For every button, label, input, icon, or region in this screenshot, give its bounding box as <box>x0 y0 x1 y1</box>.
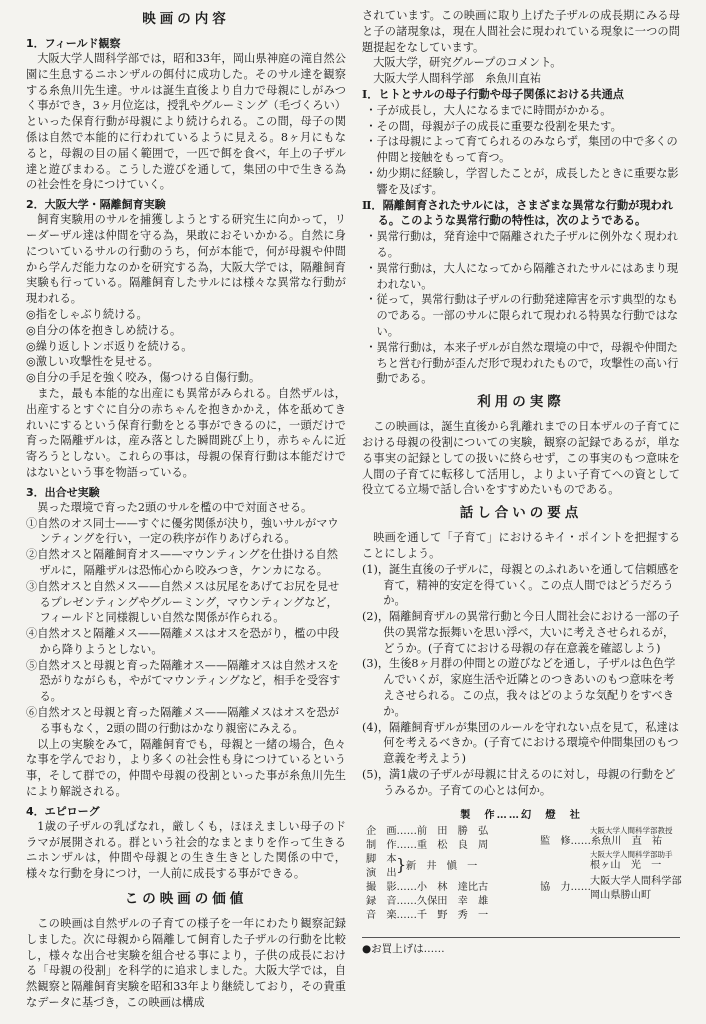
list-item: ・異常行動は，発育途中で隔離された子ザルに例外なく現われる。 <box>365 230 679 259</box>
list-item: (5)，満1歳の子ザルが母親に甘えるのに対し，母親の行動をどうみるか。子育ての心とは何か。 <box>362 768 676 797</box>
cooperation-org-1: 大阪大学人間科学部 <box>590 875 682 887</box>
list-item: ・その間，母親が子の成長に重要な役割を果たす。 <box>365 119 622 133</box>
music-credit: 音 楽……千 野 秀 一 <box>366 909 489 921</box>
credits-block <box>362 809 680 931</box>
list-item: ⑤自然オスと母親と育った隔離オス——隔離オスは自然オスを恐がりながらも，やがてマウンティングなど，相手を受容する。 <box>26 658 341 704</box>
list-item: ①自然のオス同士——すぐに優劣関係が決り，強いサルがマウンティングを行い，一定の秩序が作りあげられる。 <box>26 516 339 546</box>
producer-credit: 制 作……重 松 良 周 <box>366 839 489 851</box>
list-item: ・子は母親によって育てられるのみならず，集団の中で多くの仲間と接触をもって育つ。 <box>365 135 678 165</box>
meeting-experiment-list <box>26 516 346 737</box>
abnormal-traits-list <box>362 229 680 387</box>
continued-text: されています。この映画に取り上げた子ザルの成長期にみる母と子の諸現象は，現在人間社会に現われている現象に一つの問題提起をなしています。 <box>362 9 680 54</box>
section-epilogue-text: 1歳の子ザルの乳ばなれ，厳しくも，ほほえましい母子のドラマが展開される。群という社会的なまとまりを作って生きるニホンザルは，仲間や母親との生き生きとした関係の中で，様々な行動を身につけ，一人前に成長する事ができる。 <box>26 819 346 881</box>
sound-credit: 録 音……久保田 幸 雄 <box>366 895 489 907</box>
content-title: 映画の内容 <box>142 11 230 27</box>
usage-text: この映画は，誕生直後から乳離れまでの日本ザルの子育てにおける母親の役割についての実験，観察の記録であるが，単なる事実の記録としての扱いに終らせず，この事実のもつ意味を人間の子育てに転移して活用し，よりよい子育てへの資として役立てる立場で話し合いをすすめたいものである。 <box>362 420 680 497</box>
assoc-credit: 根ヶ山 光 一 <box>590 859 662 871</box>
usage-title: 利用の実際 <box>477 394 565 411</box>
list-item: (3)，生後8ヶ月群の仲間との遊びなどを通し，子ザルは色色学んでいくが，家庭生活や近隣とのつきあいのもつ意味を考えさせられる。この点，我々はどのような気配りをすべきか。 <box>362 657 676 718</box>
list-item: ・従って，異常行動は子ザルの行動発達障害を示す典型的なものである。一部のサルに限られて現われる特異な行動ではない。 <box>365 293 679 338</box>
list-item: ◎激しい攻撃性を見せる。 <box>26 355 159 369</box>
value-text: この映画は自然ザルの子育ての様子を一年にわたり観察記録しました。次に母親から隔離して飼育した子ザルの行動を比較し，様々な出合せ実験を組合せる事により，子供の成長における「母親の役割」を科学的に追求しました。大阪大学では，自然観察と隔離飼育実験を昭和33年より継続しており，その貴重なデータに基づき，この映画は構成 <box>26 917 346 1010</box>
section-meeting-text: 以上の実験をみて，隔離飼育でも，母親と一緒の場合，色々な事を学んでおり，より多くの社会性も身につけているという事，そして群での，仲間や母親の役割といった事が糸魚川先生により解説される。 <box>26 737 346 799</box>
section-field-text: 大阪大学人間科学部では，昭和33年，岡山県神庭の滝自然公園に生息するニホンザルの餌付に成功した。そのサル達を観察する糸魚川先生達。サルは誕生直後より自力で母親にしがみつく事ができ，3ヶ月位迄は，授乳やグルーミング（毛づくろい）といった保育行動が母親により続けられる。この間，母子の関係は自然で本能的に行われているように見える。8ヶ月にもなると，母親の目の届く範囲で，一匹で餌を食べ，年上の子ザル達と遊びまわる。こうした遊びを通して，集団の中で生きる為の社会性を身につけていく。 <box>26 52 346 192</box>
assoc-affiliation: 大阪大学人間科学部助手 <box>590 849 673 859</box>
director-label: 演 出 <box>366 867 397 879</box>
common-points-heading: Ⅰ．ヒトとサルの母子行動や母子関係における共通点 <box>362 86 624 101</box>
left-column <box>26 8 346 1011</box>
abnormal-traits-heading: Ⅱ．隔離飼育されたサルには，さまざまな異常な行動が現われる。このような異常行動の特性は，次のようである。 <box>362 197 673 228</box>
abnormal-behavior-list <box>26 307 346 386</box>
section-isolation-text-2: また，最も本能的な出産にも異常がみられる。自然ザルは，出産するとすぐに自分の赤ちゃんを抱きかかえ，体を舐めてきれいにするという保育行動をとる事ができるのに，一頭だけで育った隔離ザルは，産み落とした瞬間跳び上り，赤ちゃんに近寄ろうとしない。これらの事は，母親の保育行動は本能だけではないという事を物語っている。 <box>26 386 346 479</box>
supervisor-affiliation: 大阪大学人間科学部教授 <box>590 825 673 835</box>
section-isolation-text: 飼育実験用のサルを捕獲しようとする研究生に向かって，リーダーザル達は仲間を守る為，果敢におそいかかる。自然に身についているサルの行動のうち，何が本能で，何が母親や仲間から学んだ能力なのかを研究する為，大阪大学では，隔離飼育実験も行っている。隔離飼育したサルには様々な異常な行動が現われる。 <box>26 213 346 306</box>
value-title: この映画の価値 <box>124 891 248 908</box>
comment-intro: 大阪大学，研究グループのコメント。 <box>373 56 562 70</box>
script-director-credit: 新 井 愼 一 <box>406 860 478 872</box>
supervisor-credit: 監 修……糸魚川 直 祐 <box>540 835 663 847</box>
section-meeting-heading: 3．出合せ実験 <box>26 485 100 499</box>
section-epilogue-heading: 4．エピローグ <box>26 804 100 818</box>
list-item: ⑥自然オスと母親と育った隔離メス——隔離メスはオスを恐がる事もなく，2頭の間の行動はかなり親密にみえる。 <box>26 706 340 735</box>
list-item: ◎自分の体を抱きしめ続ける。 <box>26 323 182 337</box>
right-column <box>362 8 680 957</box>
list-item: ・幼少期に経験し，学習したことが，成長したときに重要な影響を及ぼす。 <box>365 166 679 196</box>
section-meeting-intro: 異った環境で育った2頭のサルを檻の中で対面させる。 <box>37 500 313 514</box>
discussion-list <box>362 562 680 799</box>
cooperation-label: 協 力…… <box>540 881 591 893</box>
list-item: ・異常行動は，本来子ザルが自然な環境の中で，母親や仲間たちと営む行動が歪んだ形で現われたもので，攻撃性の高い行動である。 <box>365 340 679 386</box>
production-credit: 製 作……幻 燈 社 <box>460 808 582 821</box>
plan-credit: 企 画……前 田 勝 弘 <box>366 825 489 837</box>
list-item: ◎指をしゃぶり続ける。 <box>26 307 148 321</box>
list-item: ③自然オスと自然メス——自然メスは尻尾をあげてお尻を見せるプレゼンティングやグルーミング，マウンティングなど，フィールドと同様親しい自然な関係が作られる。 <box>26 579 340 625</box>
list-item: (2)，隔離飼育ザルの異常行動と今日人間社会における一部の子供の異常な振舞いを思い浮べ，大いに考えさせられるが，どうか。(子育てにおける母親の存在意義を確認しよう) <box>362 610 680 655</box>
list-item: (1)，誕生直後の子ザルに，母親とのふれあいを通して信頼感を育て，精神的安定を得ていく。この点人間ではどうだろうか。 <box>362 562 680 608</box>
comment-author: 大阪大学人間科学部 糸魚川直祐 <box>373 72 542 86</box>
section-field-heading: 1．フィールド観察 <box>26 37 121 50</box>
list-item: ②自然オスと隔離飼育オス——マウンティングを仕掛ける自然ザルに，隔離ザルは恐怖心から咬みつき，ケンカになる。 <box>26 548 338 577</box>
list-item: ◎自分の手足を強く咬み，傷つける自傷行動。 <box>26 371 261 385</box>
section-isolation-heading: 2．大阪大学・隔離飼育実験 <box>26 198 166 212</box>
cooperation-org-2: 岡山県勝山町 <box>590 889 652 901</box>
brace-icon: } <box>396 854 407 874</box>
list-item: ④自然オスと隔離メス——隔離メスはオスを恐がり，檻の中段から降りようとしない。 <box>26 627 340 656</box>
script-label: 脚 本 <box>366 853 397 865</box>
list-item: ◎繰り返しトンボ返りを続ける。 <box>26 339 193 353</box>
list-item: ・子が成長し，大人になるまでに時間がかかる。 <box>365 103 612 117</box>
camera-credit: 撮 影……小 林 達比古 <box>366 881 489 893</box>
list-item: (4)，隔離飼育ザルが集団のルールを守れない点を見て，私達は何を考えるべきか。(子育てにおける環境や仲間集団のもつ意義を考えよう) <box>362 720 679 766</box>
list-item: ・異常行動は，大人になってから隔離されたサルにはあまり現われない。 <box>365 261 679 291</box>
discussion-text: 映画を通して「子育て」におけるキイ・ポイントを把握することにしよう。 <box>362 531 680 560</box>
purchase-note: ●お買上げは…… <box>362 937 680 958</box>
common-points-list <box>362 103 680 198</box>
discussion-title: 話し合いの要点 <box>459 505 583 522</box>
